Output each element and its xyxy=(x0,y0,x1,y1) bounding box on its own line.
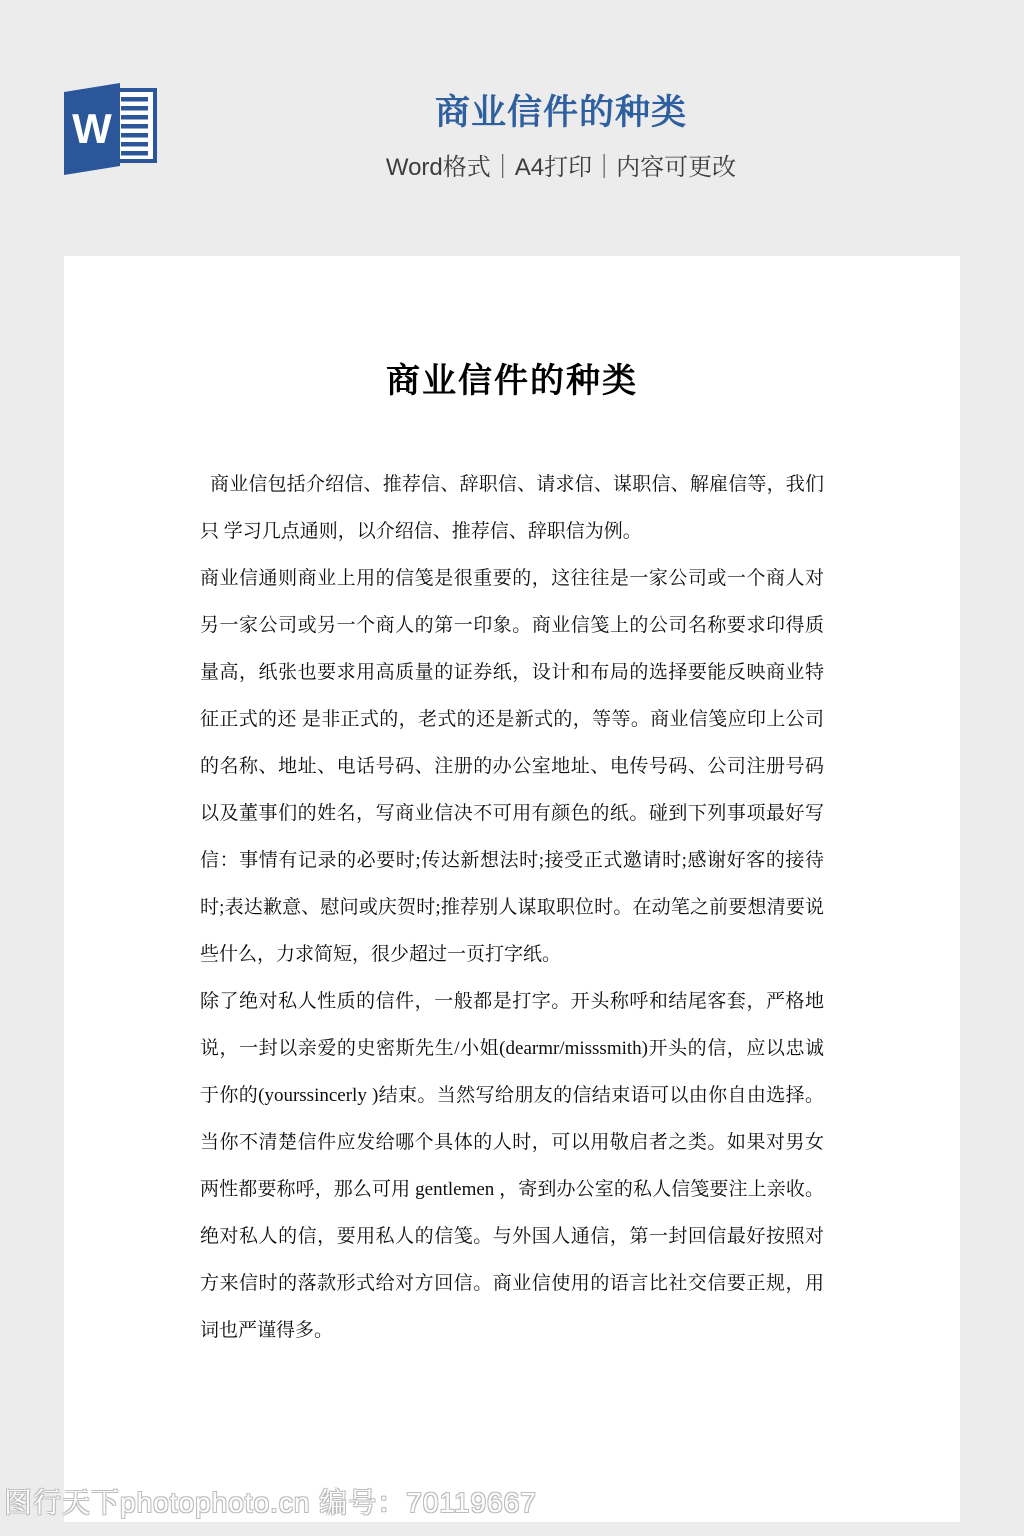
document-body xyxy=(200,461,824,1354)
word-icon-letter: W xyxy=(72,105,112,152)
document-title: 商业信件的种类 xyxy=(386,363,638,400)
site-watermark: 图行天下photophoto.cn 编号：70119667 xyxy=(4,1487,537,1518)
header-title: 商业信件的种类 xyxy=(434,93,687,132)
document-sheet xyxy=(64,256,960,1522)
document-paragraph: 除了绝对私人性质的信件，一般都是打字。开头称呼和结尾客套，严格地说，一封以亲爱的史密斯先生/小姐(dearmr/misssmith)开头的信，应以忠诚于你的(yourssincerly )结束。当然写给朋友的信结束语可以由你自由选择。当你不清楚信件应发给哪个具体的人时，可以用敬启者之类。如果对男女两性都要称呼，那么可用 gentlemen ，寄到办公室的私人信笺要注上亲收。绝对私人的信，要用私人的信笺。与外国人通信，第一封回信最好按照对方来信时的落款形式给对方回信。商业信使用的语言比社交信要正规，用词也严谨得多。 xyxy=(200,991,824,1341)
document-paragraph: 商业信通则商业上用的信笺是很重要的，这往往是一家公司或一个商人对另一家公司或另一个商人的第一印象。商业信笺上的公司名称要求印得质量高，纸张也要求用高质量的证券纸，设计和布局的选择要能反映商业特征正式的还 是非正式的，老式的还是新式的，等等。商业信笺应印上公司的名称、地址、电话号码、注册的办公室地址、电传号码、公司注册号码以及董事们的姓名，写商业信决不可用有颜色的纸。碰到下列事项最好写信：事情有记录的必要时;传达新想法时;接受正式邀请时;感谢好客的接待时;表达歉意、慰问或庆贺时;推荐别人谋取职位时。在动笔之前要想清要说些什么，力求简短，很少超过一页打字纸。 xyxy=(200,568,824,965)
word-icon xyxy=(64,82,158,176)
header-subtitle: Word格式｜A4打印｜内容可更改 xyxy=(385,154,737,181)
document-content xyxy=(64,256,960,1354)
header xyxy=(160,92,962,182)
document-paragraph: 商业信包括介绍信、推荐信、辞职信、请求信、谋职信、解雇信等，我们只 学习几点通则，以介绍信、推荐信、辞职信为例。 xyxy=(200,474,824,542)
